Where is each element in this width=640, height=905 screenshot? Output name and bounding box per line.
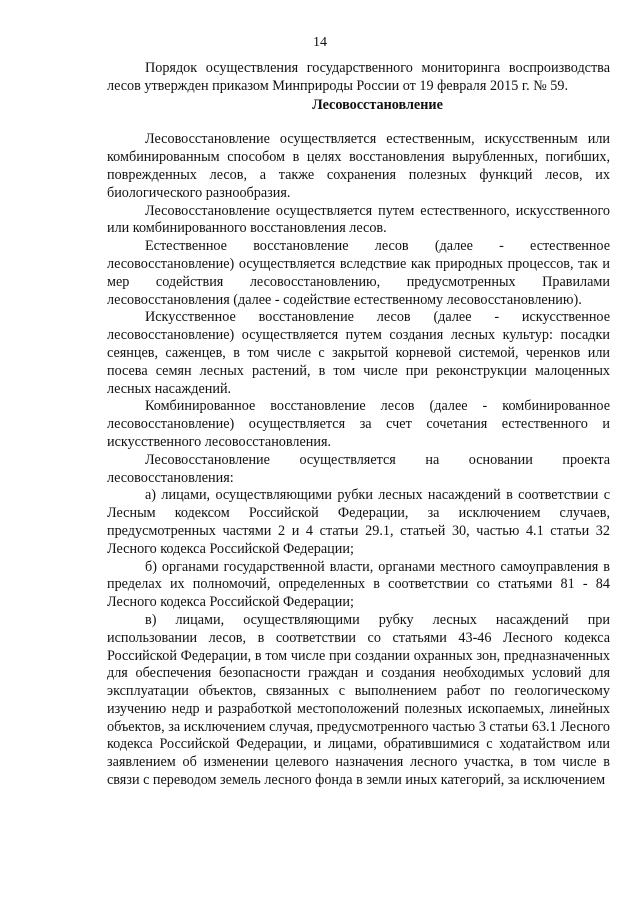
paragraph-artificial: Искусственное восстановление лесов (далее - искусственное лесовосстановление) осуществляется путем создания лесных культур: посадки сеянцев, саженцев, в том числе с закрытой корневой системой, черенков или посева семян лесных растений, в том числе при реконструкции малоценных лесных насаждений. — [107, 309, 610, 397]
document-body — [107, 60, 610, 790]
paragraph-natural: Естественное восстановление лесов (далее - естественное лесовосстановление) осуществляется вследствие как природных процессов, так и мер содействия лесовосстановлению, предусмотренных Правилами лесовосстановления (далее - содействие естественному лесовосстановлению). — [107, 238, 610, 308]
paragraph-definition: Лесовосстановление осуществляется естественным, искусственным или комбинированным способом в целях восстановления вырубленных, погибших, поврежденных лесов, а также сохранения полезных функций лесов, их биологического разнообразия. — [107, 131, 610, 201]
paragraph-basis: Лесовосстановление осуществляется на основании проекта лесовосстановления: — [107, 451, 610, 486]
paragraph-combined: Комбинированное восстановление лесов (далее - комбинированное лесовосстановление) осуществляется за счет сочетания естественного и искусственного лесовосстановления. — [107, 398, 610, 450]
page-number: 14 — [313, 35, 327, 50]
intro-paragraph: Порядок осуществления государственного мониторинга воспроизводства лесов утвержден приказом Минприроды России от 19 февраля 2015 г. № 59. — [107, 60, 610, 94]
section-title: Лесовосстановление — [312, 96, 443, 113]
list-item-v: в) лицами, осуществляющими рубку лесных насаждений при использовании лесов, в соответствии со статьями 43-46 Лесного кодекса Российской Федерации, в том числе при создании охранных зон, предназначенных для обеспечения безопасности граждан и создания необходимых условий для эксплуатации объектов, связанных с выполнением работ по геологическому изучению недр и разработкой местоположений полезных ископаемых, линейных объектов, за исключением случая, предусмотренного частью 3 статьи 63.1 Лесного кодекса Российской Федерации, и лицами, обратившимися с ходатайством или заявлением об изменении целевого назначения лесного участка, в том числе в связи с переводом земель лесного фонда в земли иных категорий, за исключением — [107, 611, 610, 789]
list-item-b: б) органами государственной власти, органами местного самоуправления в пределах их полномочий, определенных в соответствии со статьями 81 - 84 Лесного кодекса Российской Федерации; — [107, 558, 610, 611]
list-item-a: а) лицами, осуществляющими рубки лесных насаждений в соответствии с Лесным кодексом Российской Федерации, за исключением случаев, предусмотренных частями 2 и 4 статьи 29.1, статьей 30, частью 4.1 статьи 32 Лесного кодекса Российской Федерации; — [107, 487, 610, 557]
paragraph-methods: Лесовосстановление осуществляется путем естественного, искусственного или комбинированного восстановления лесов. — [107, 202, 610, 237]
